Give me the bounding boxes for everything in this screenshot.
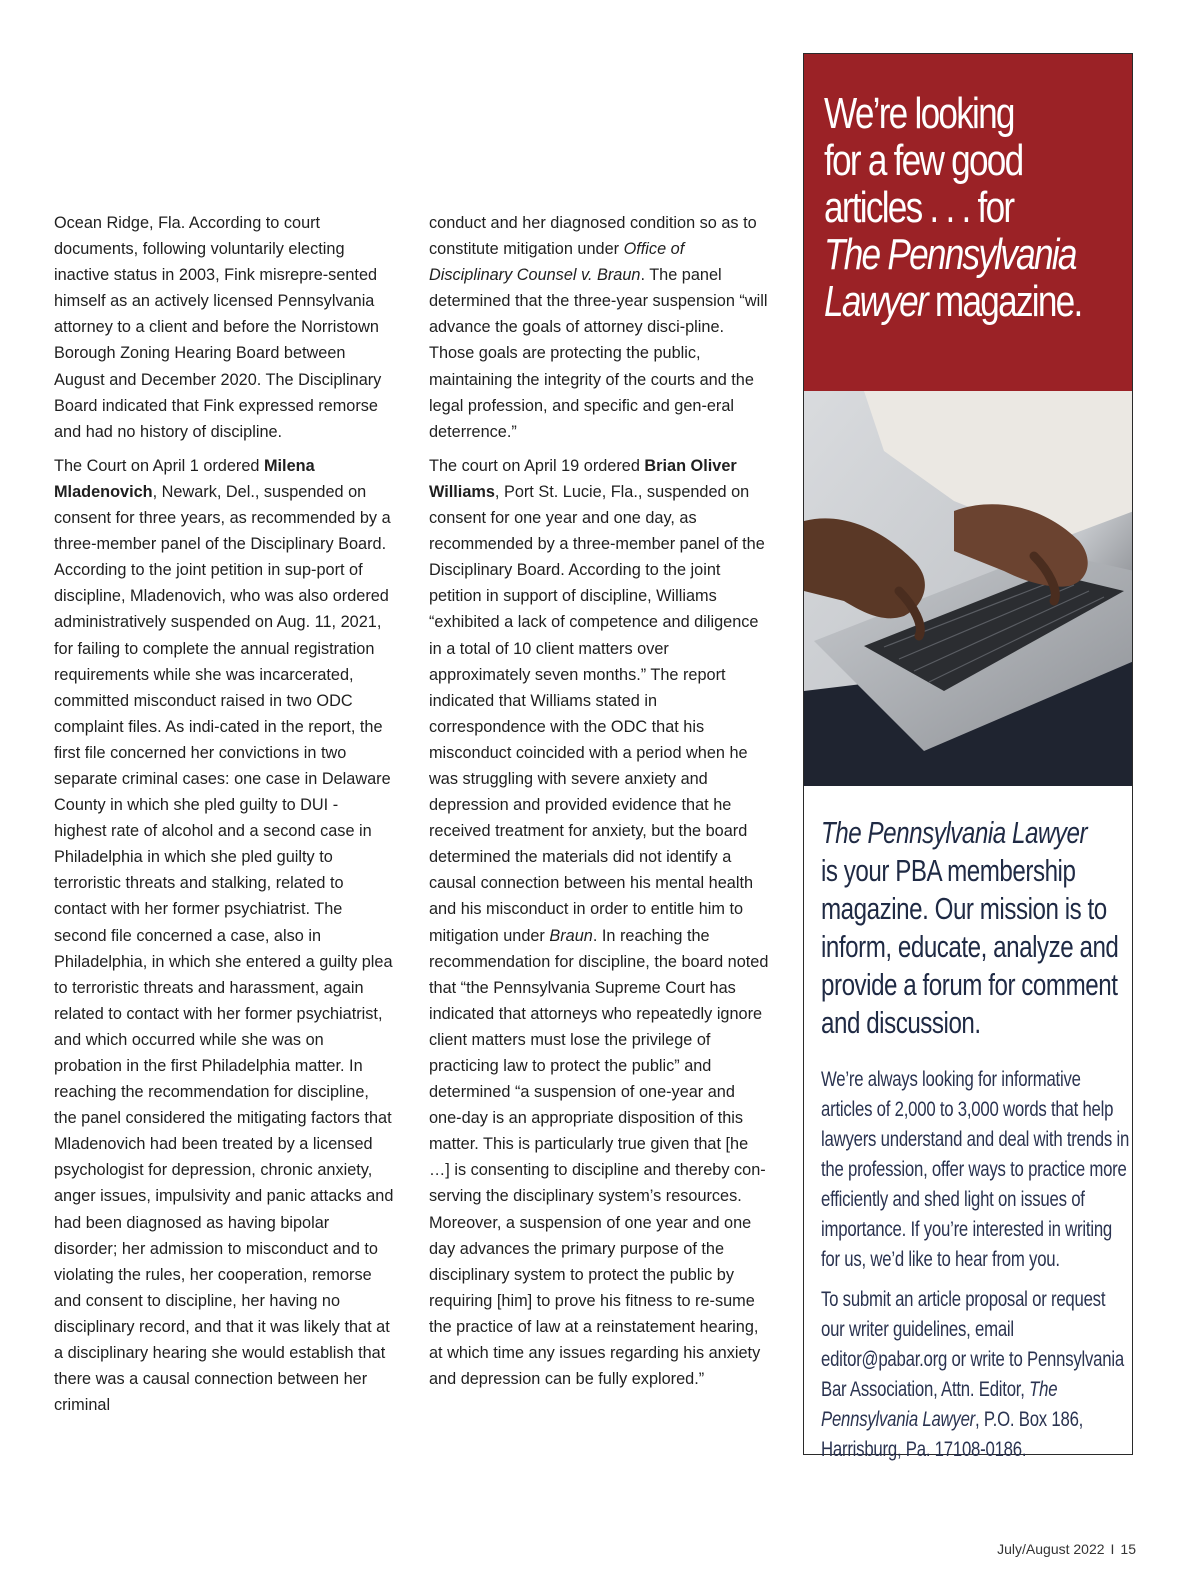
ad-lead-text — [821, 814, 1129, 1042]
text: The court on April 19 ordered — [429, 456, 645, 475]
page-footer — [997, 1541, 1136, 1557]
separator: I — [1110, 1541, 1115, 1557]
magazine-title: The Pennsylvania Lawyer — [821, 1377, 1058, 1431]
page-number: 15 — [1120, 1541, 1136, 1557]
laptop-illustration — [804, 391, 1132, 786]
article-column-left — [54, 210, 394, 1426]
person-name: Brian Oliver Williams — [429, 456, 737, 501]
ad-body — [821, 814, 1129, 1474]
magazine-title: The Pennsylvania — [824, 230, 1076, 279]
text: conduct and her diagnosed condition so as to constitute mitigation under — [429, 214, 757, 259]
text: . In reaching the recommendation for discipline, the board noted that “the Pennsylvania Supreme Court has indicated that attorneys who repeatedly ignore client matters must lose the privilege of practicing law to protect the public” and determined “a suspension of one-year and one-day is an appropriate disposition of this matter. This is particularly true given that [he …] is consenting to discipline and thereby con-serving the disciplinary system’s resources. Moreover, a suspension of one year and one day advances the primary purpose of the disciplinary system to protect the public by requiring [him] to prove his fitness to re-sume the practice of law at a reinstatement hearing, at which time any issues regarding his anxiety and depression can be fully explored.” — [429, 926, 769, 1389]
article-column-right — [429, 210, 769, 1400]
case-citation: Braun — [549, 926, 593, 945]
text: To submit an article proposal or request our writer guidelines, email editor@pabar.org or write to Pennsylvania Bar Association, Attn. Editor, — [821, 1287, 1124, 1401]
paragraph: Ocean Ridge, Fla. According to court documents, following voluntarily electing inactive status in 2003, Fink misrepre-sented himself as an actively licensed Pennsylvania attorney to a client and before the Norristown Borough Zoning Hearing Board between August and December 2020. The Disciplinary Board indicated that Fink expressed remorse and had no history of discipline. — [54, 214, 382, 441]
headline-line: We’re looking — [824, 89, 1014, 138]
laptop-typing-photo — [804, 391, 1132, 786]
headline-line — [824, 278, 1128, 325]
text: The Court on April 1 ordered — [54, 456, 264, 475]
headline-line — [824, 231, 1128, 278]
ad-header-banner — [804, 54, 1132, 391]
paragraph — [54, 453, 394, 1418]
paragraph — [429, 210, 769, 445]
magazine-title: Lawyer — [824, 277, 927, 326]
paragraph — [429, 453, 769, 1392]
text: . The panel determined that the three-year suspension “will advance the goals of attorney disci-pline. Those goals are protecting the public, maintaining the integrity of the courts and the legal profession, and specific and gen-eral deterrence.” — [429, 266, 768, 441]
ad-paragraph: We’re always looking for informative articles of 2,000 to 3,000 words that help lawyers understand and deal with trends in the profession, offer ways to practice more efficiently and shed light on issues of importance. If you’re interested in writing for us, we’d like to hear from you. — [821, 1067, 1130, 1271]
issue-date: July/August 2022 — [997, 1541, 1105, 1557]
headline-text: magazine. — [926, 277, 1082, 326]
mission-text: is your PBA membership magazine. Our mission is to inform, educate, analyze and provide a forum for comment and discussion. — [821, 853, 1119, 1040]
headline-line: for a few good — [824, 136, 1023, 185]
case-citation: Office of Disciplinary Counsel v. Braun — [429, 240, 685, 285]
text: , Newark, Del., suspended on consent for three years, as recommended by a three-member panel of the Disciplinary Board. According to the joint petition in sup-port of discipline, Mladenovich, who was also ordered administratively suspended on Aug. 11, 2021, for failing to complete the annual registration requirements while she was incarcerated, committed misconduct raised in two ODC complaint files. As indi-cated in the report, the first file concerned her convictions in two separate criminal cases: one case in Delaware County in which she pled guilty to DUI - highest rate of alcohol and a second case in Philadelphia in which she pled guilty to terroristic threats and stalking, related to contact with her former psychiatrist. The second file concerned a case, also in Philadelphia, in which she entered a guilty plea to terroristic threats and harassment, again related to contact with her former psychiatrist, and which occurred while she was on probation in the first Philadelphia matter. In reaching the recommendation for discipline, the panel considered the mitigating factors that Mladenovich had been treated by a licensed psychologist for depression, chronic anxiety, anger issues, impulsivity and panic attacks and had been diagnosed as having bipolar disorder; her admission to misconduct and to violating the rules, her cooperation, remorse and consent to discipline, her having no disciplinary record, and that it was likely that at a disciplinary hearing she would establish that there was a causal connection between her criminal — [54, 482, 394, 1415]
person-name: Milena Mladenovich — [54, 456, 315, 501]
magazine-title: The Pennsylvania Lawyer — [821, 815, 1088, 850]
text: , P.O. Box 186, Harrisburg, Pa. 17108-0186. — [821, 1407, 1084, 1461]
call-for-articles-ad — [803, 53, 1133, 1461]
ad-headline — [824, 90, 1128, 325]
headline-line: articles . . . for — [824, 183, 1014, 232]
text: , Port St. Lucie, Fla., suspended on consent for one year and one day, as recommended by a three-member panel of the Disciplinary Board. According to the joint petition in support of discipline, Williams “exhibited a lack of competence and diligence in a total of 10 client matters over approximately seven months.” The report indicated that Williams stated in correspondence with the ODC that his misconduct coincided with a period when he was struggling with severe anxiety and depression and provided evidence that he received treatment for anxiety, but the board determined the materials did not identify a causal connection between his mental health and his misconduct in order to entitle him to mitigation under — [429, 482, 765, 945]
ad-paragraph — [821, 1284, 1129, 1464]
